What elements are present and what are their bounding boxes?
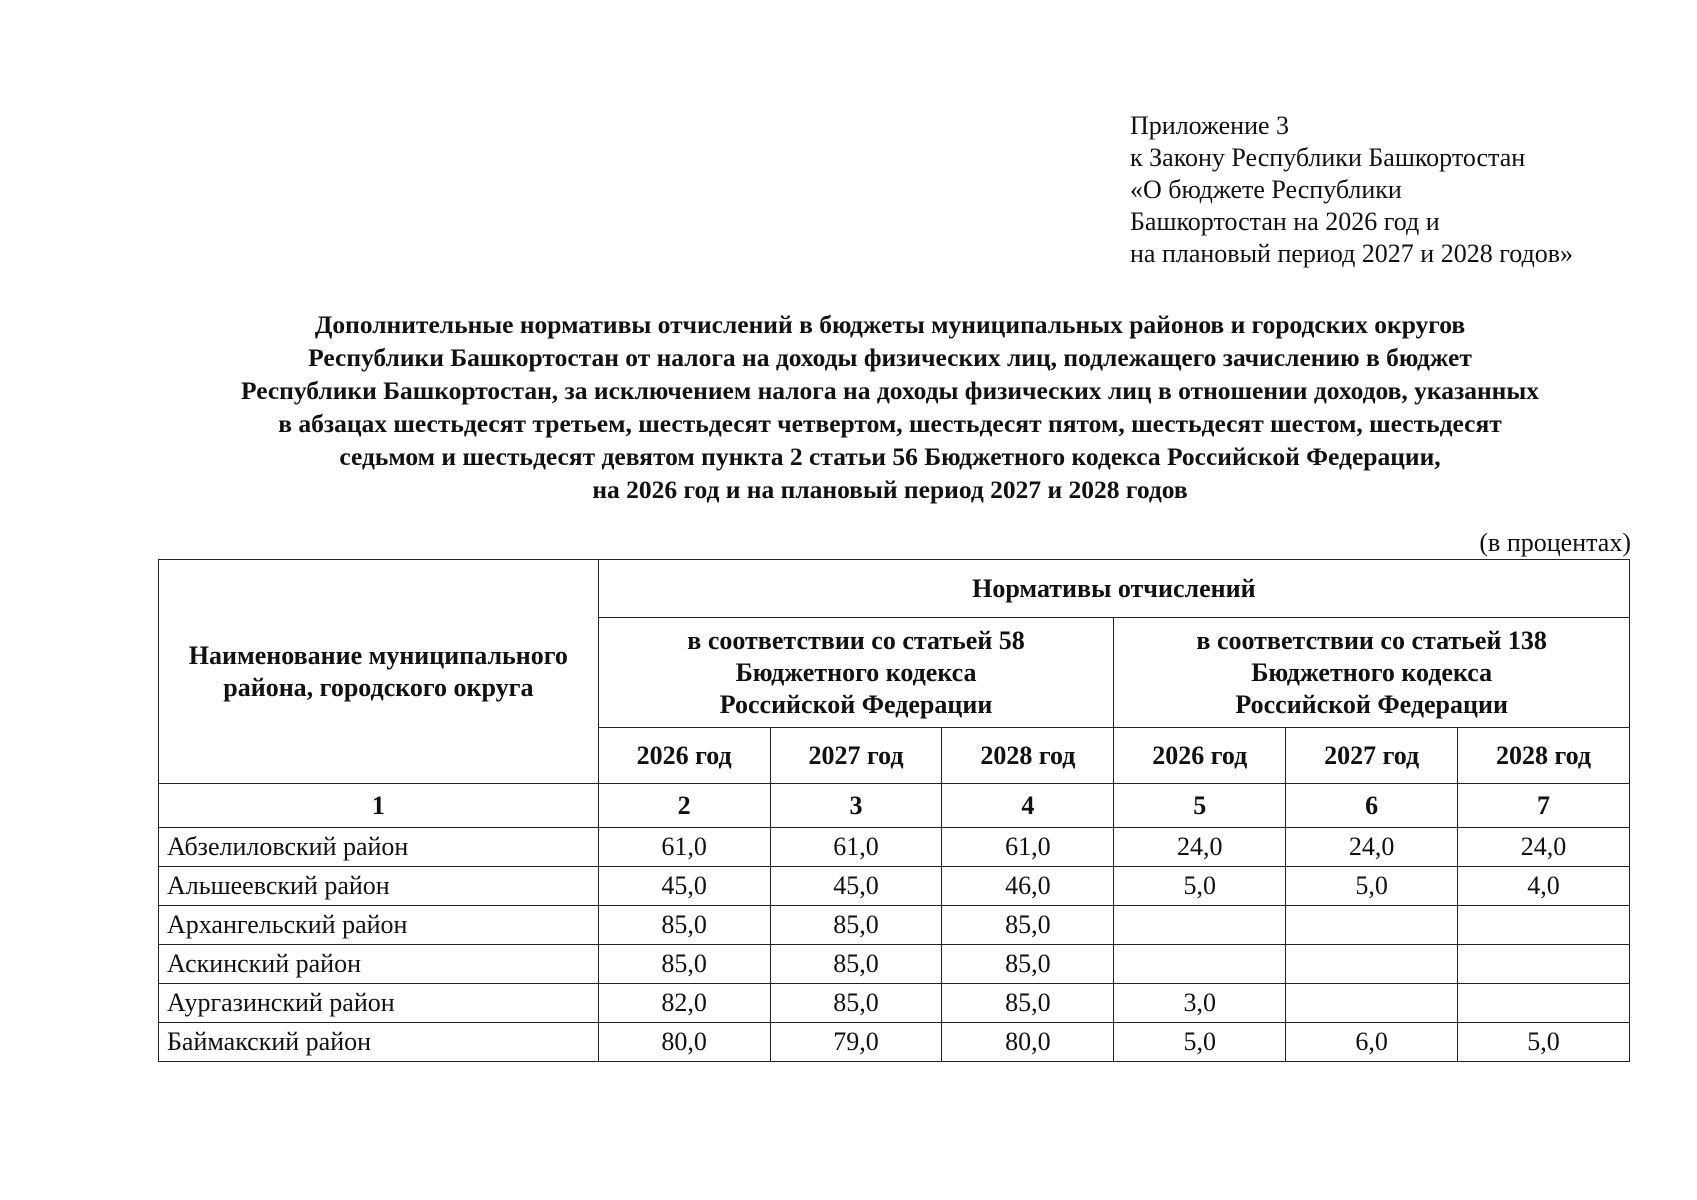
table-cell <box>1458 945 1630 984</box>
table-cell: 80,0 <box>942 1023 1114 1062</box>
year-header: 2028 год <box>1458 728 1630 784</box>
table-cell: 85,0 <box>770 984 942 1023</box>
table-cell: 3,0 <box>1114 984 1286 1023</box>
header-line: Российской Федерации <box>1235 689 1508 719</box>
table-cell <box>1286 984 1458 1023</box>
header-line: в соответствии со статьей 58 <box>687 625 1025 655</box>
header-line: Бюджетного кодекса <box>735 657 977 687</box>
table-row <box>159 984 1630 1023</box>
table-row <box>159 945 1630 984</box>
table-cell <box>1114 945 1286 984</box>
year-header: 2026 год <box>598 728 770 784</box>
table-cell: 5,0 <box>1114 1023 1286 1062</box>
appendix-line: к Закону Республики Башкортостан <box>1130 143 1526 172</box>
district-name: Архангельский район <box>159 906 599 945</box>
title-line: на 2026 год и на плановый период 2027 и 2028 годов <box>592 475 1188 504</box>
table-cell <box>1286 906 1458 945</box>
district-name: Альшеевский район <box>159 867 599 906</box>
table-cell: 82,0 <box>598 984 770 1023</box>
column-number: 6 <box>1286 784 1458 828</box>
table-cell: 4,0 <box>1458 867 1630 906</box>
column-number: 1 <box>159 784 599 828</box>
article-138-header <box>1114 618 1630 728</box>
table-cell: 61,0 <box>942 828 1114 867</box>
title-line: в абзацах шестьдесят третьем, шестьдесят четвертом, шестьдесят пятом, шестьдесят шестом, шестьдесят <box>278 409 1502 438</box>
table-cell: 24,0 <box>1114 828 1286 867</box>
year-header: 2026 год <box>1114 728 1286 784</box>
appendix-note <box>1130 110 1573 270</box>
units-note: (в процентах) <box>1479 528 1631 557</box>
header-line: района, городского округа <box>223 672 534 702</box>
group-header: Нормативы отчислений <box>598 560 1629 618</box>
table-row <box>159 828 1630 867</box>
table-cell <box>1286 945 1458 984</box>
table-cell: 85,0 <box>770 906 942 945</box>
table-cell: 85,0 <box>942 984 1114 1023</box>
table-cell: 5,0 <box>1286 867 1458 906</box>
title-line: Республики Башкортостан, за исключением налога на доходы физических лиц в отношении доходов, указанных <box>240 376 1540 405</box>
table-cell: 45,0 <box>598 867 770 906</box>
table-cell: 85,0 <box>598 945 770 984</box>
district-name: Аскинский район <box>159 945 599 984</box>
district-name: Аургазинский район <box>159 984 599 1023</box>
header-line: Бюджетного кодекса <box>1251 657 1493 687</box>
appendix-line: на плановый период 2027 и 2028 годов» <box>1130 239 1573 268</box>
table-row <box>159 867 1630 906</box>
table-cell: 85,0 <box>770 945 942 984</box>
table-cell: 5,0 <box>1114 867 1286 906</box>
column-number: 2 <box>598 784 770 828</box>
table-cell <box>1458 906 1630 945</box>
appendix-line: Приложение 3 <box>1130 111 1290 140</box>
table-row <box>159 906 1630 945</box>
header-line: Российской Федерации <box>719 689 993 719</box>
article-58-header <box>598 618 1114 728</box>
year-header: 2028 год <box>942 728 1114 784</box>
column-number: 5 <box>1114 784 1286 828</box>
table-cell <box>1458 984 1630 1023</box>
title-line: седьмом и шестьдесят девятом пункта 2 статьи 56 Бюджетного кодекса Российской Федерации, <box>339 442 1441 471</box>
header-line: Наименование муниципального <box>188 640 568 670</box>
norms-table <box>158 559 1630 1062</box>
year-header: 2027 год <box>1286 728 1458 784</box>
table-cell: 61,0 <box>770 828 942 867</box>
table-cell: 85,0 <box>942 945 1114 984</box>
table-cell <box>1114 906 1286 945</box>
column-number: 7 <box>1458 784 1630 828</box>
table-row <box>159 1023 1630 1062</box>
title-line: Дополнительные нормативы отчислений в бюджеты муниципальных районов и городских округов <box>314 310 1466 339</box>
table-cell: 85,0 <box>598 906 770 945</box>
column-number: 4 <box>942 784 1114 828</box>
table-cell: 24,0 <box>1458 828 1630 867</box>
document-title <box>140 308 1640 506</box>
name-column-header <box>159 560 599 784</box>
district-name: Абзелиловский район <box>159 828 599 867</box>
header-line: в соответствии со статьей 138 <box>1196 625 1547 655</box>
table-cell: 46,0 <box>942 867 1114 906</box>
appendix-line: «О бюджете Республики <box>1130 175 1402 204</box>
year-header: 2027 год <box>770 728 942 784</box>
table-cell: 61,0 <box>598 828 770 867</box>
table-cell: 85,0 <box>942 906 1114 945</box>
district-name: Баймакский район <box>159 1023 599 1062</box>
table-cell: 45,0 <box>770 867 942 906</box>
table-cell: 6,0 <box>1286 1023 1458 1062</box>
table-cell: 79,0 <box>770 1023 942 1062</box>
table-cell: 5,0 <box>1458 1023 1630 1062</box>
table-cell: 80,0 <box>598 1023 770 1062</box>
title-line: Республики Башкортостан от налога на доходы физических лиц, подлежащего зачислению в бюджет <box>308 343 1472 372</box>
table-cell: 24,0 <box>1286 828 1458 867</box>
appendix-line: Башкортостан на 2026 год и <box>1130 207 1440 236</box>
column-number: 3 <box>770 784 942 828</box>
